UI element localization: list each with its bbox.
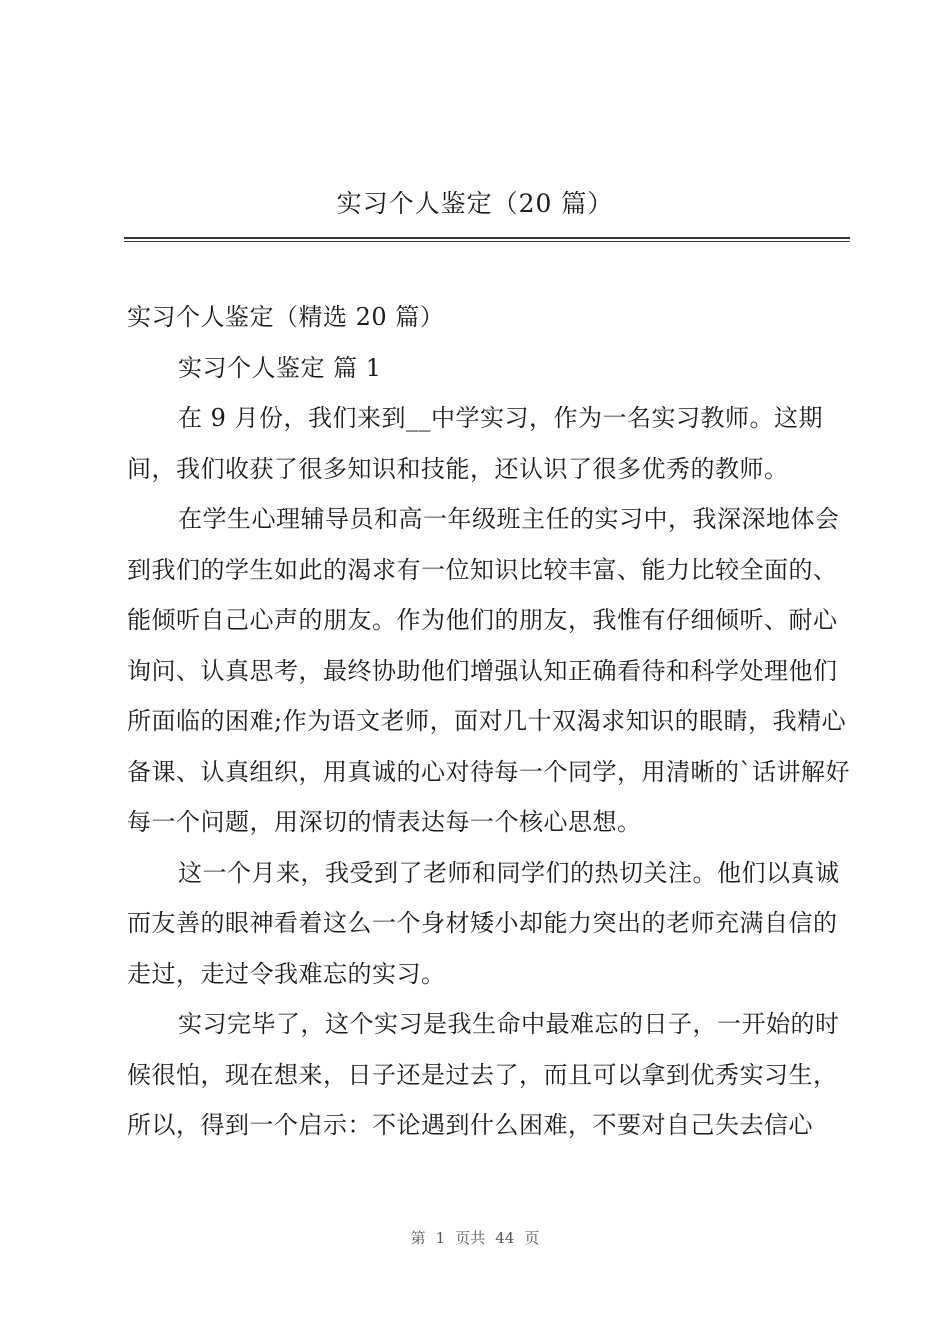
header-rule-thin xyxy=(124,241,850,242)
header-rule-thick xyxy=(124,237,850,239)
section-heading: 实习个人鉴定 篇 1 xyxy=(178,353,382,382)
footer-prefix: 第 xyxy=(410,1229,426,1247)
footer-current-page: 1 xyxy=(435,1229,446,1247)
document-body xyxy=(127,292,857,1151)
footer-suffix: 页 xyxy=(524,1229,540,1247)
paragraph-1: 在 9 月份，我们来到__中学实习，作为一名实习教师。这期间，我们收获了很多知识和技能，还认识了很多优秀的教师。 xyxy=(127,404,824,483)
paragraph-2: 在学生心理辅导员和高一年级班主任的实习中，我深深地体会到我们的学生如此的渴求有一位知识比较丰富、能力比较全面的、能倾听自己心声的朋友。作为他们的朋友，我惟有仔细倾听、耐心询问、认真思考，最终协助他们增强认知正确看待和科学处理他们所面临的困难;作为语文老师，面对几十双渴求知识的眼睛，我精心备课、认真组织，用真诚的心对待每一个同学，用清晰的`话讲解好每一个问题，用深切的情表达每一个核心思想。 xyxy=(127,505,850,836)
document-header-title: 实习个人鉴定（20 篇） xyxy=(336,189,614,218)
paragraph-4: 实习完毕了，这个实习是我生命中最难忘的日子，一开始的时候很怕，现在想来，日子还是过去了，而且可以拿到优秀实习生，所以，得到一个启示：不论遇到什么困难，不要对自己失去信心 xyxy=(127,1010,840,1139)
document-subtitle: 实习个人鉴定（精选 20 篇） xyxy=(127,303,445,331)
paragraph-3: 这一个月来，我受到了老师和同学们的热切关注。他们以真诚而友善的眼神看着这么一个身材矮小却能力突出的老师充满自信的走过，走过令我难忘的实习。 xyxy=(127,858,840,988)
footer-middle: 页共 xyxy=(455,1229,486,1247)
page-footer xyxy=(0,1226,950,1250)
footer-total-pages: 44 xyxy=(495,1229,515,1247)
